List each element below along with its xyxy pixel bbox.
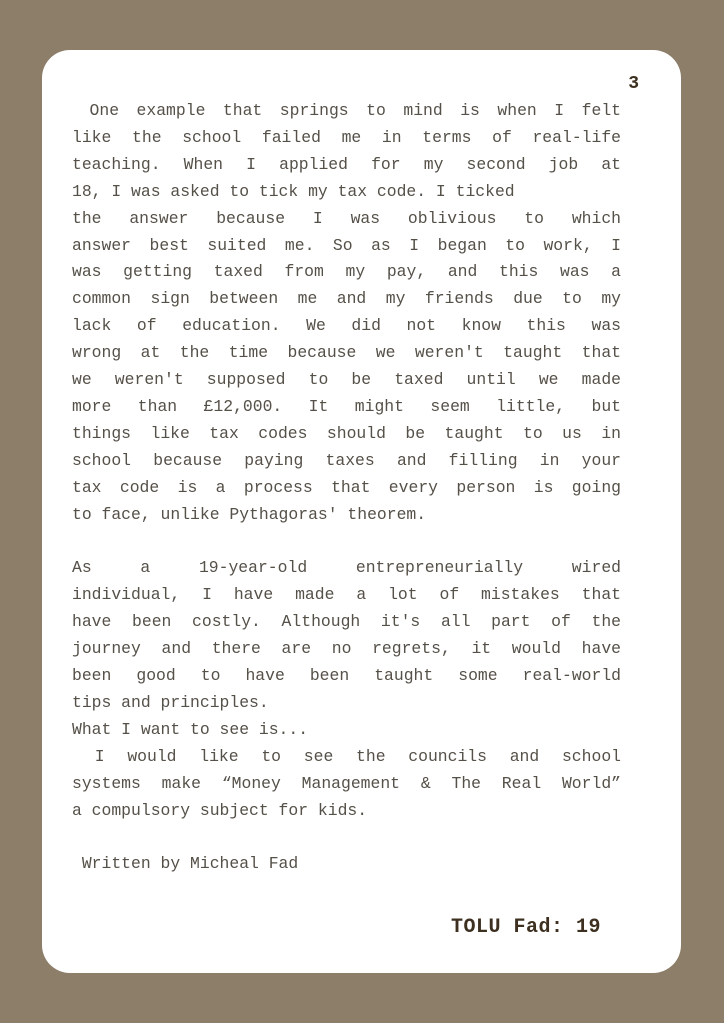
text-line: we weren't supposed to be taxed until we made — [72, 370, 621, 390]
paragraph-3 — [72, 744, 621, 825]
text-line: teaching. When I applied for my second job at — [72, 154, 621, 174]
text-line: to face, unlike Pythagoras' theorem. — [72, 504, 427, 524]
text-line: As a 19-year-old entrepreneurially wired — [72, 558, 621, 578]
text-line: I would like to see the councils and school — [72, 746, 621, 766]
what-i-want-line: What I want to see is... — [72, 719, 309, 739]
paragraph-gap — [72, 529, 621, 556]
article-body — [72, 98, 621, 878]
text-line: wrong at the time because we weren't taught that — [72, 343, 621, 363]
text-line: individual, I have made a lot of mistakes that — [72, 585, 621, 605]
text-line: One example that springs to mind is when I felt — [72, 101, 621, 120]
text-line: systems make “Money Management & The Real World” — [72, 773, 621, 793]
text-line: common sign between me and my friends due to my — [72, 289, 621, 309]
paragraph-1 — [72, 98, 621, 529]
text-line: lack of education. We did not know this was — [72, 316, 621, 336]
text-line: answer best suited me. So as I began to work, I — [72, 235, 621, 255]
paragraph-2 — [72, 555, 621, 743]
text-line: tax code is a process that every person is going — [72, 477, 621, 497]
text-line: more than £12,000. It might seem little, but — [72, 396, 621, 416]
text-line: 18, I was asked to tick my tax code. I ticked — [72, 181, 515, 201]
text-line: school because paying taxes and filling in your — [72, 450, 621, 470]
text-line: like the school failed me in terms of real-life — [72, 127, 621, 147]
page-number: 3 — [628, 74, 639, 94]
paragraph-gap — [72, 824, 621, 851]
text-line: have been costly. Although it's all part of the — [72, 612, 621, 632]
text-line: was getting taxed from my pay, and this was a — [72, 262, 621, 282]
text-line: been good to have been taught some real-world — [72, 666, 621, 686]
author-line: Written by Micheal Fad — [72, 854, 299, 874]
text-line: a compulsory subject for kids. — [72, 800, 368, 820]
text-line: tips and principles. — [72, 692, 269, 712]
text-line: journey and there are no regrets, it would have — [72, 639, 621, 659]
page-card — [42, 50, 681, 973]
signature: TOLU Fad: 19 — [450, 916, 601, 939]
text-line: the answer because I was oblivious to which — [72, 208, 621, 228]
text-line: things like tax codes should be taught to us in — [72, 423, 621, 443]
